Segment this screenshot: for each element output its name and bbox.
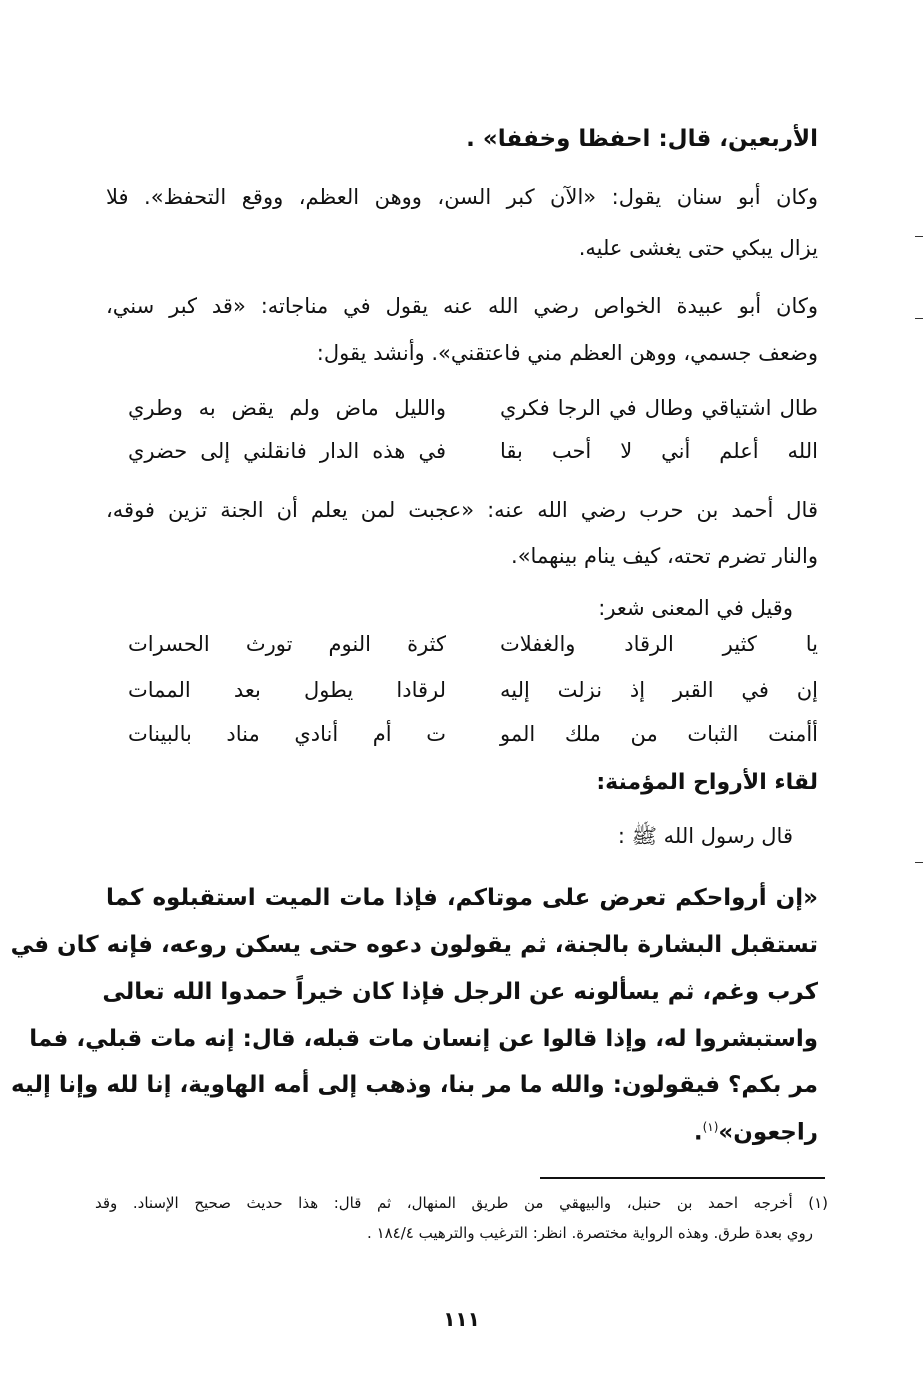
poem2-intro: وقيل في المعنى شعر: <box>598 596 793 620</box>
hadith-line5: مر بكم؟ فيقولون: والله ما مر بنا، وذهب إلى أمه الهاوية، إنا لله وإنا إليه <box>11 1072 818 1098</box>
hadith-line3: كرب وغم، ثم يسألونه عن الرجل فإذا كان خيراً حمدوا الله تعالى <box>102 979 818 1005</box>
page-number: ١١١ <box>443 1307 480 1331</box>
footnote-line2: روي بعدة طرق. وهذه الرواية مختصرة. انظر: الترغيب والترهيب ١٨٤/٤ . <box>367 1224 813 1242</box>
poem1-verse1-right: طال اشتياقي وطال في الرجا فكري <box>500 396 818 420</box>
poem2-verse3-right: أأمنت الثبات من ملك المو <box>500 722 818 746</box>
hadith-closing-text: راجعون» <box>718 1119 818 1146</box>
paragraph-abu-ubayda-line2: وضعف جسمي، ووهن العظم مني فاعتقني». وأنشد يقول: <box>316 341 818 365</box>
paragraph-ahmad-line1: قال أحمد بن حرب رضي الله عنه: «عجبت لمن يعلم أن الجنة تزين فوقه، <box>106 498 818 522</box>
paragraph-abu-ubayda-line1: وكان أبو عبيدة الخواص رضي الله عنه يقول في مناجاته: «قد كبر سني، <box>106 294 818 318</box>
poem1-verse2-right: الله أعلم أني لا أحب بقا <box>500 439 818 463</box>
hadith-intro: قال رسول الله ﷺ : <box>617 824 793 848</box>
opening-line: الأربعين، قال: احفظا وخففا» . <box>466 126 818 152</box>
hadith-line1: «إن أرواحكم تعرض على موتاكم، فإذا مات الميت استقبلوه كما <box>106 885 818 911</box>
footnote-reference[interactable]: (١) <box>702 1120 719 1134</box>
poem2-verse2-left: لرقادا يطول بعد الممات <box>128 678 446 702</box>
poem2-verse2-right: إن في القبر إذ نزلت إليه <box>500 678 818 702</box>
paragraph-ahmad-line2: والنار تضرم تحته، كيف ينام بينهما». <box>511 544 818 568</box>
hadith-line4: واستبشروا له، وإذا قالوا عن إنسان مات قبله، قال: إنه مات قبلي، فما <box>29 1026 818 1052</box>
margin-mark <box>915 236 923 237</box>
section-heading: لقاء الأرواح المؤمنة: <box>596 770 818 795</box>
footnote-divider <box>540 1177 825 1179</box>
poem2-verse1-left: كثرة النوم تورث الحسرات <box>128 632 446 656</box>
margin-mark <box>915 862 923 863</box>
poem2-verse3-left: ت أم أنادي مناد بالبينات <box>128 722 446 746</box>
paragraph-abu-sinan-line1: وكان أبو سنان يقول: «الآن كبر السن، ووهن العظم، ووقع التحفظ». فلا <box>106 185 818 209</box>
paragraph-abu-sinan-line2: يزال يبكي حتى يغشى عليه. <box>578 236 818 260</box>
poem1-verse1-left: والليل ماض ولم يقض به وطري <box>128 396 446 420</box>
poem1-verse2-left: في هذه الدار فانقلني إلى حضري <box>128 439 446 463</box>
poem2-verse1-right: يا كثير الرقاد والغفلات <box>500 632 818 656</box>
hadith-line2: تستقبل البشارة بالجنة، ثم يقولون دعوه حتى يسكن روعه، فإنه كان في <box>10 932 818 958</box>
footnote-line1: (١) أخرجه احمد بن حنبل، والبيهقي من طريق المنهال، ثم قال: هذا حديث صحيح الإسناد. وقد <box>95 1194 828 1212</box>
hadith-line6 <box>694 1121 818 1145</box>
hadith-closing-period: . <box>693 1119 703 1146</box>
margin-mark <box>915 318 923 319</box>
